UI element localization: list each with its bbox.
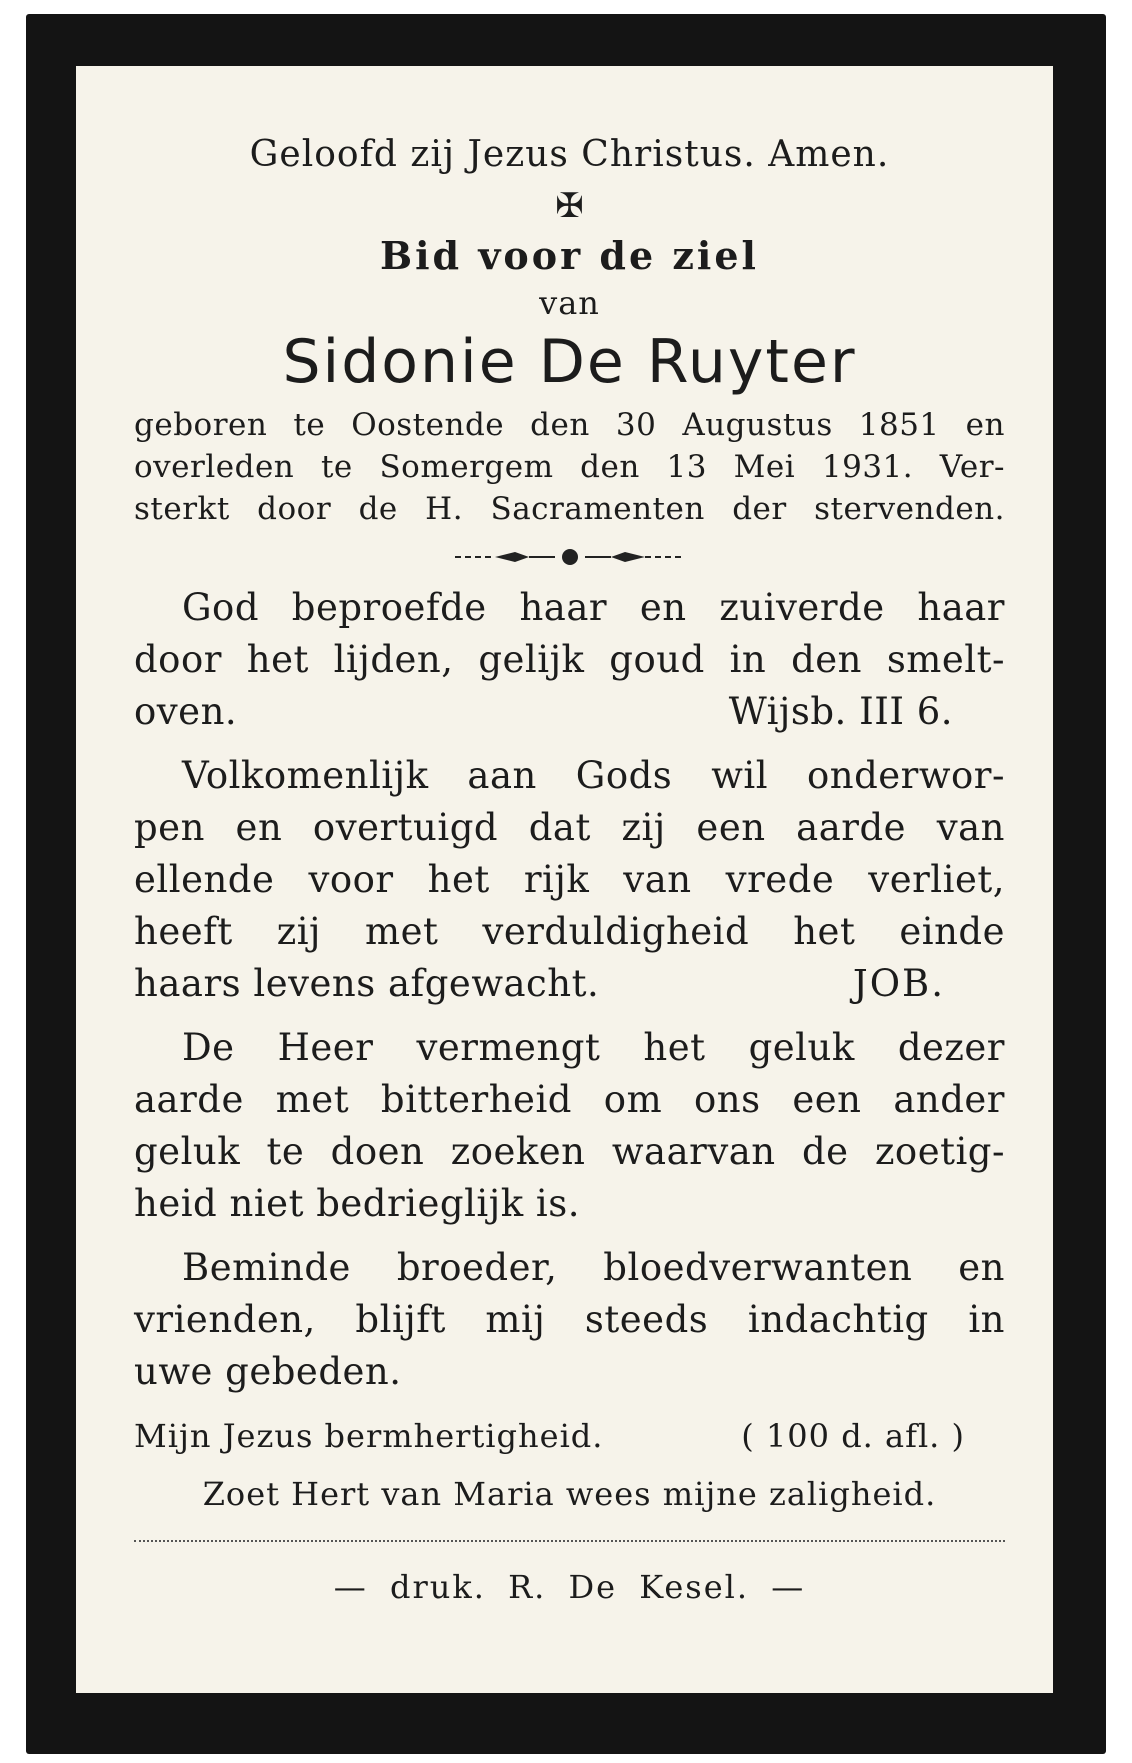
- text-line: pen en overtuigd dat zij een aarde van: [134, 806, 1005, 849]
- cross-icon: ✠: [555, 186, 584, 226]
- prayer-line-2: Zoet Hert van Maria wees mijne zaligheid.: [202, 1475, 937, 1513]
- bio-line: overleden te Somergem den 13 Mei 1931. Ver-: [134, 449, 1005, 485]
- bio-line: geboren te Oostende den 30 Augustus 1851 en: [134, 407, 1005, 443]
- text-line: geluk te doen zoeken waarvan de zoetig-: [134, 1130, 1005, 1173]
- scripture-reference: Wijsb. III 6.: [728, 690, 953, 733]
- text-line: uwe gebeden.: [134, 1350, 402, 1393]
- deceased-name: Sidonie De Ruyter: [282, 327, 857, 397]
- indulgence-note: ( 100 d. afl. ): [741, 1417, 965, 1455]
- scripture-paragraph: [134, 582, 1005, 738]
- text-line: vrienden, blijft mij steeds indachtig in: [134, 1298, 1005, 1341]
- text-line: heeft zij met verduldigheid het einde: [134, 910, 1005, 953]
- printer-credit: — druk. R. De Kesel. —: [333, 1568, 806, 1606]
- text-line: ellende voor het rijk van vrede verliet,: [134, 858, 1005, 901]
- memorial-card-paper: [76, 66, 1053, 1693]
- text-line: door het lijden, gelijk goud in den smelt-: [134, 638, 1005, 681]
- prayer-text: Mijn Jezus bermhertigheid.: [134, 1417, 604, 1455]
- text-line-with-reference: [134, 686, 1005, 738]
- text-line: aarde met bitterheid om ons een ander: [134, 1078, 1005, 1121]
- text-line: Volkomenlijk aan Gods wil onderwor-: [182, 754, 1005, 797]
- memorial-card-border: [26, 14, 1106, 1754]
- van-line: van: [539, 284, 600, 322]
- farewell-paragraph: [134, 1242, 1005, 1398]
- text-line-end: oven.: [134, 690, 238, 733]
- blessing-line: Geloofd zij Jezus Christus. Amen.: [249, 134, 890, 175]
- text-line-with-reference: [134, 958, 1005, 1010]
- text-line-end: haars levens afgewacht.: [134, 962, 600, 1005]
- bid-heading: Bid voor de ziel: [380, 233, 759, 278]
- consolation-paragraph: [134, 1022, 1005, 1230]
- submission-paragraph: [134, 750, 1005, 1010]
- scripture-reference: JOB.: [852, 962, 945, 1005]
- dotted-divider: [134, 1540, 1005, 1542]
- text-line: Beminde broeder, bloedverwanten en: [182, 1246, 1005, 1289]
- text-line: God beproefde haar en zuiverde haar: [182, 586, 1005, 629]
- text-line: De Heer vermengt het geluk dezer: [182, 1026, 1005, 1069]
- bio-line: sterkt door de H. Sacramenten der stervenden.: [134, 491, 1005, 527]
- prayer-line-1: [134, 1414, 1005, 1458]
- biography: [134, 404, 1005, 530]
- text-line: heid niet bedrieglijk is.: [134, 1182, 580, 1225]
- ornament-divider: [455, 542, 685, 572]
